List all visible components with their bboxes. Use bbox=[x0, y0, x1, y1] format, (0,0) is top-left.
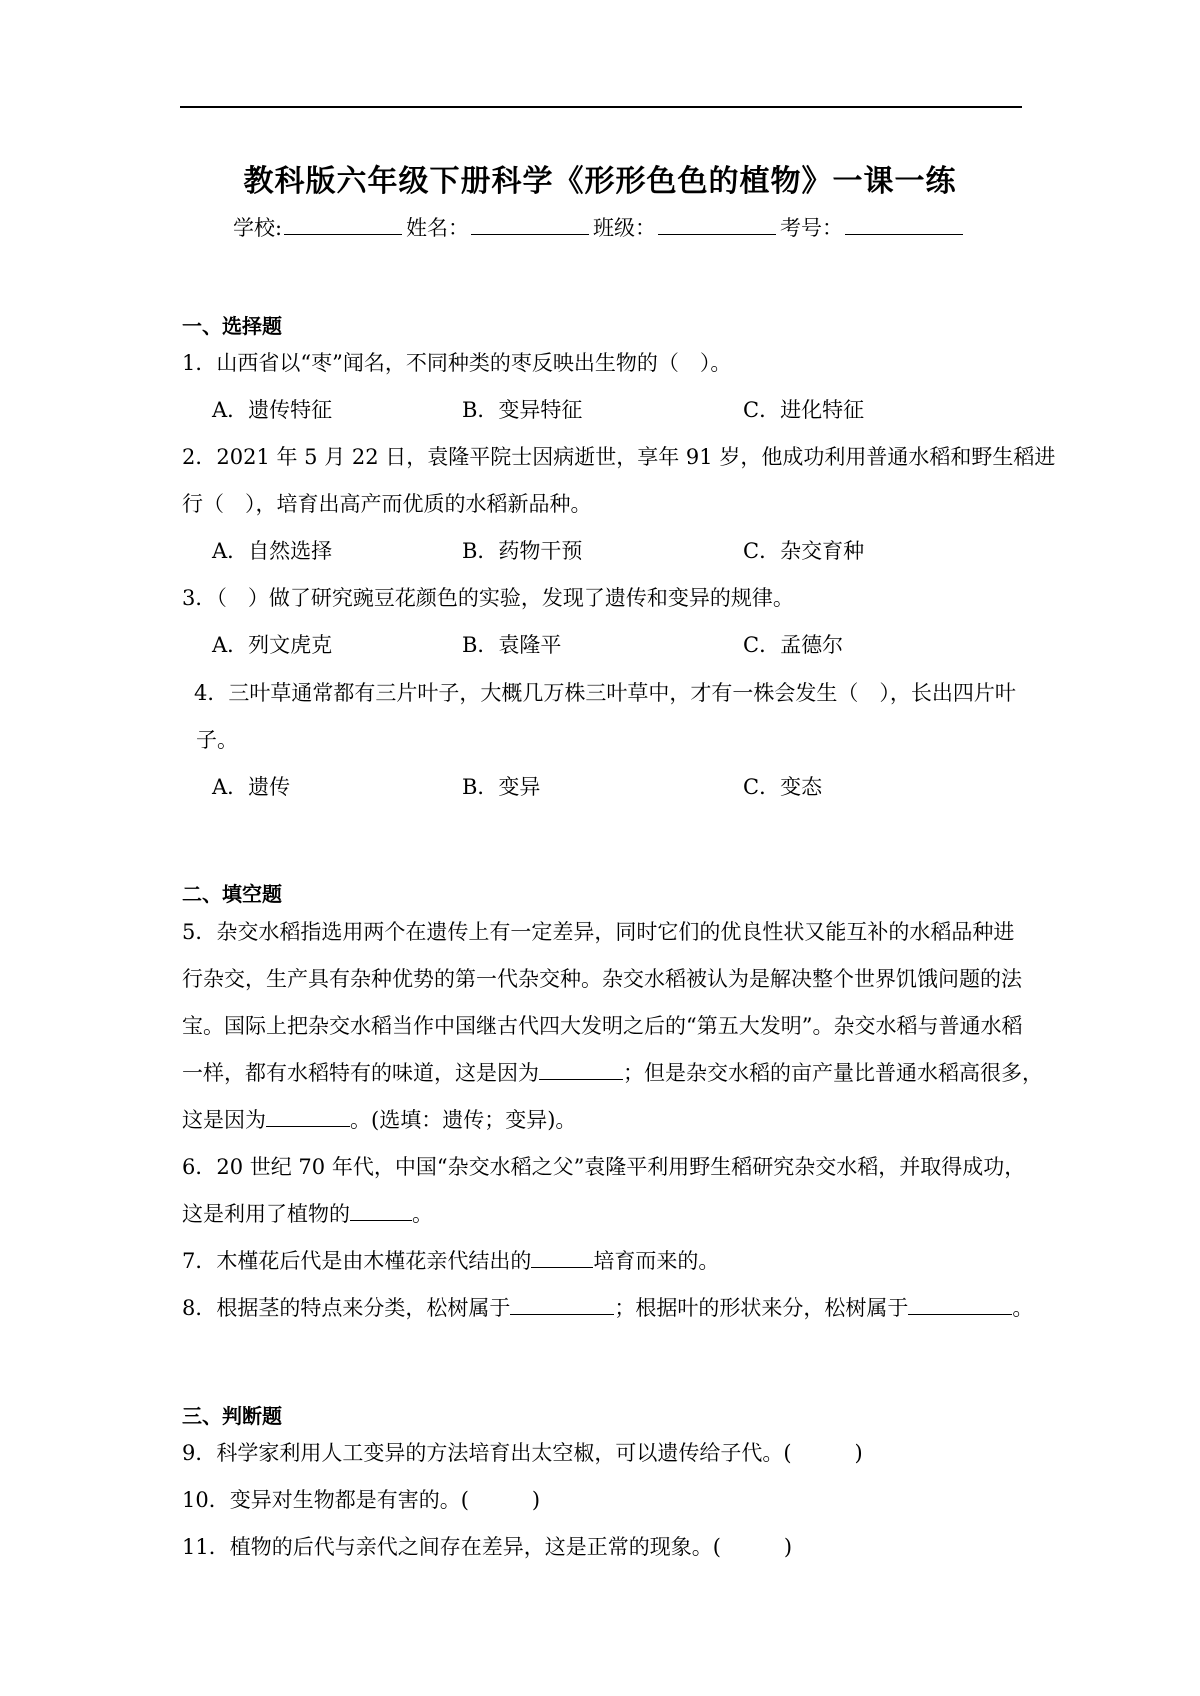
q3-option-b[interactable]: B．袁隆平 bbox=[462, 633, 562, 657]
question-11: 11．植物的后代与亲代之间存在差异，这是正常的现象。( ) bbox=[182, 1535, 793, 1559]
exam-number-blank[interactable] bbox=[845, 214, 963, 235]
question-1: 1．山西省以“枣”闻名，不同种类的枣反映出生物的（ ）。 bbox=[182, 351, 732, 375]
q8-text-a: 8．根据茎的特点来分类，松树属于 bbox=[182, 1296, 511, 1320]
q3-option-a[interactable]: A．列文虎克 bbox=[212, 633, 333, 657]
exam-number-label: 考号： bbox=[780, 216, 844, 240]
question-2-line-2: 行（ ），培育出高产而优质的水稻新品种。 bbox=[182, 492, 592, 516]
q5-line4-text-b: ；但是杂交水稻的亩产量比普通水稻高很多， bbox=[623, 1061, 1043, 1085]
q7-text-b: 培育而来的。 bbox=[593, 1249, 720, 1273]
question-2-line-1: 2．2021 年 5 月 22 日，袁隆平院士因病逝世，享年 91 岁，他成功利用普通水稻和野生稻进 bbox=[182, 445, 1056, 469]
q1-option-b[interactable]: B．变异特征 bbox=[462, 398, 583, 422]
q8-text-c: 。 bbox=[1012, 1296, 1034, 1320]
question-10: 10．变异对生物都是有害的。( ) bbox=[182, 1488, 541, 1512]
q4-option-b[interactable]: B．变异 bbox=[462, 775, 541, 799]
question-6-line-1: 6．20 世纪 70 年代，中国“杂交水稻之父”袁隆平利用野生稻研究杂交水稻，并取得成功， bbox=[182, 1155, 1026, 1179]
q6-line2-text-b: 。 bbox=[412, 1202, 433, 1226]
q1-option-c[interactable]: C．进化特征 bbox=[743, 398, 865, 422]
q6-blank[interactable] bbox=[350, 1200, 412, 1221]
q5-line5-text-b: 。(选填：遗传；变异)。 bbox=[350, 1108, 577, 1132]
question-3: 3．（ ）做了研究豌豆花颜色的实验，发现了遗传和变异的规律。 bbox=[182, 586, 794, 610]
question-4-line-1: 4．三叶草通常都有三片叶子，大概几万株三叶草中，才有一株会发生（ ），长出四片叶 bbox=[194, 681, 1016, 705]
q8-text-b: ；根据叶的形状来分，松树属于 bbox=[614, 1296, 909, 1320]
question-7 bbox=[182, 1245, 719, 1275]
question-6-line-2 bbox=[182, 1198, 433, 1228]
q5-blank-2[interactable] bbox=[266, 1106, 350, 1127]
question-4-line-2: 子。 bbox=[196, 728, 238, 752]
header-rule bbox=[180, 106, 1022, 108]
q5-line4-text-a: 一样，都有水稻特有的味道，这是因为 bbox=[182, 1061, 539, 1085]
q8-blank-2[interactable] bbox=[908, 1294, 1012, 1315]
student-info-line bbox=[0, 212, 1200, 242]
section-choice-title: 一、选择题 bbox=[182, 314, 282, 338]
q3-option-c[interactable]: C．孟德尔 bbox=[743, 633, 844, 657]
q7-text-a: 7．木槿花后代是由木槿花亲代结出的 bbox=[182, 1249, 532, 1273]
q2-option-a[interactable]: A．自然选择 bbox=[212, 539, 333, 563]
q2-option-b[interactable]: B．药物干预 bbox=[462, 539, 583, 563]
question-5-line-2: 行杂交，生产具有杂种优势的第一代杂交种。杂交水稻被认为是解决整个世界饥饿问题的法 bbox=[182, 967, 1022, 991]
section-judge-title: 三、判断题 bbox=[182, 1404, 282, 1428]
question-5-line-1: 5．杂交水稻指选用两个在遗传上有一定差异，同时它们的优良性状又能互补的水稻品种进 bbox=[182, 920, 1015, 944]
class-label: 班级： bbox=[593, 216, 657, 240]
class-blank[interactable] bbox=[658, 214, 776, 235]
name-blank[interactable] bbox=[471, 214, 589, 235]
school-label: 学校: bbox=[232, 216, 283, 240]
q2-option-c[interactable]: C．杂交育种 bbox=[743, 539, 865, 563]
q1-option-a[interactable]: A．遗传特征 bbox=[212, 398, 333, 422]
school-blank[interactable] bbox=[284, 214, 402, 235]
question-5-line-4 bbox=[182, 1057, 1043, 1087]
q4-option-c[interactable]: C．变态 bbox=[743, 775, 823, 799]
q5-line5-text-a: 这是因为 bbox=[182, 1108, 266, 1132]
q4-option-a[interactable]: A．遗传 bbox=[212, 775, 291, 799]
q8-blank-1[interactable] bbox=[510, 1294, 614, 1315]
q7-blank[interactable] bbox=[531, 1247, 593, 1268]
question-8 bbox=[182, 1292, 1033, 1322]
name-label: 姓名： bbox=[406, 216, 470, 240]
question-5-line-3: 宝。国际上把杂交水稻当作中国继古代四大发明之后的“第五大发明”。杂交水稻与普通水稻 bbox=[182, 1014, 1023, 1038]
page-title: 教科版六年级下册科学《形形色色的植物》一课一练 bbox=[243, 164, 957, 199]
question-9: 9．科学家利用人工变异的方法培育出太空椒，可以遗传给子代。( ) bbox=[182, 1441, 863, 1465]
q5-blank-1[interactable] bbox=[539, 1059, 623, 1080]
q6-line2-text-a: 这是利用了植物的 bbox=[182, 1202, 350, 1226]
section-fill-title: 二、填空题 bbox=[182, 882, 282, 906]
question-5-line-5 bbox=[182, 1104, 576, 1134]
